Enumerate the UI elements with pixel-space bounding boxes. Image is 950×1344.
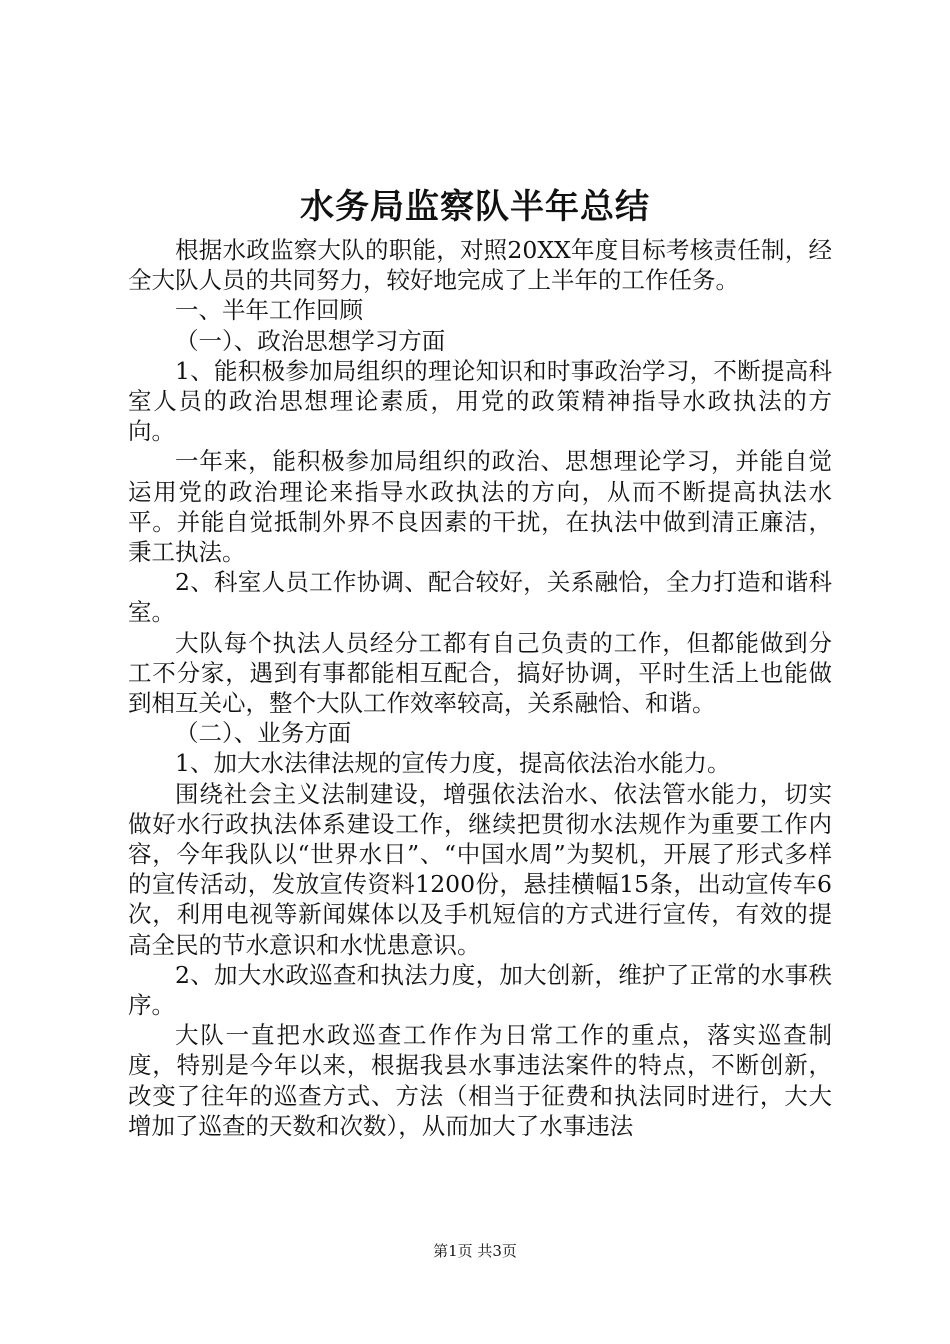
list-item: 2、加大水政巡查和执法力度，加大创新，维护了正常的水事秩序。 <box>128 960 832 1020</box>
paragraph: 围绕社会主义法制建设，增强依法治水、依法管水能力，切实做好水行政执法体系建设工作，继续把贯彻水法规作为重要工作内容，今年我队以“世界水日”、“中国水周”为契机，开展了形式多样的宣传活动，发放宣传资料1200份，悬挂横幅15条，出动宣传车6次，利用电视等新闻媒体以及手机短信的方式进行宣传，有效的提高全民的节水意识和水忧患意识。 <box>128 779 832 959</box>
list-item: 1、能积极参加局组织的理论知识和时事政治学习，不断提高科室人员的政治思想理论素质，用党的政策精神指导水政执法的方向。 <box>128 356 832 446</box>
list-item: 2、科室人员工作协调、配合较好，关系融恰，全力打造和谐科室。 <box>128 568 832 627</box>
subsection-heading-political: （一）、政治思想学习方面 <box>175 326 446 355</box>
page-number-footer: 第1页 共3页 <box>433 1242 517 1260</box>
document-body <box>128 235 832 1141</box>
paragraph-intro: 根据水政监察大队的职能，对照20XX年度目标考核责任制，经全大队人员的共同努力，较好地完成了上半年的工作任务。 <box>128 236 832 295</box>
page-title: 水务局监察队半年总结 <box>300 187 650 227</box>
section-heading-review: 一、半年工作回顾 <box>175 296 363 325</box>
subsection-heading-business: （二）、业务方面 <box>175 719 352 748</box>
list-item: 1、加大水法律法规的宣传力度，提高依法治水能力。 <box>175 749 731 778</box>
paragraph: 大队一直把水政巡查工作作为日常工作的重点，落实巡查制度，特别是今年以来，根据我县水事违法案件的特点，不断创新，改变了往年的巡查方式、方法（相当于征费和执法同时进行，大大增加了巡查的天数和次数），从而加大了水事违法 <box>128 1021 832 1140</box>
paragraph: 一年来，能积极参加局组织的政治、思想理论学习，并能自觉运用党的政治理论来指导水政执法的方向，从而不断提高执法水平。并能自觉抵制外界不良因素的干扰，在执法中做到清正廉洁，秉工执法。 <box>128 447 832 567</box>
paragraph: 大队每个执法人员经分工都有自己负责的工作，但都能做到分工不分家，遇到有事都能相互配合，搞好协调，平时生活上也能做到相互关心，整个大队工作效率较高，关系融恰、和谐。 <box>128 628 832 718</box>
